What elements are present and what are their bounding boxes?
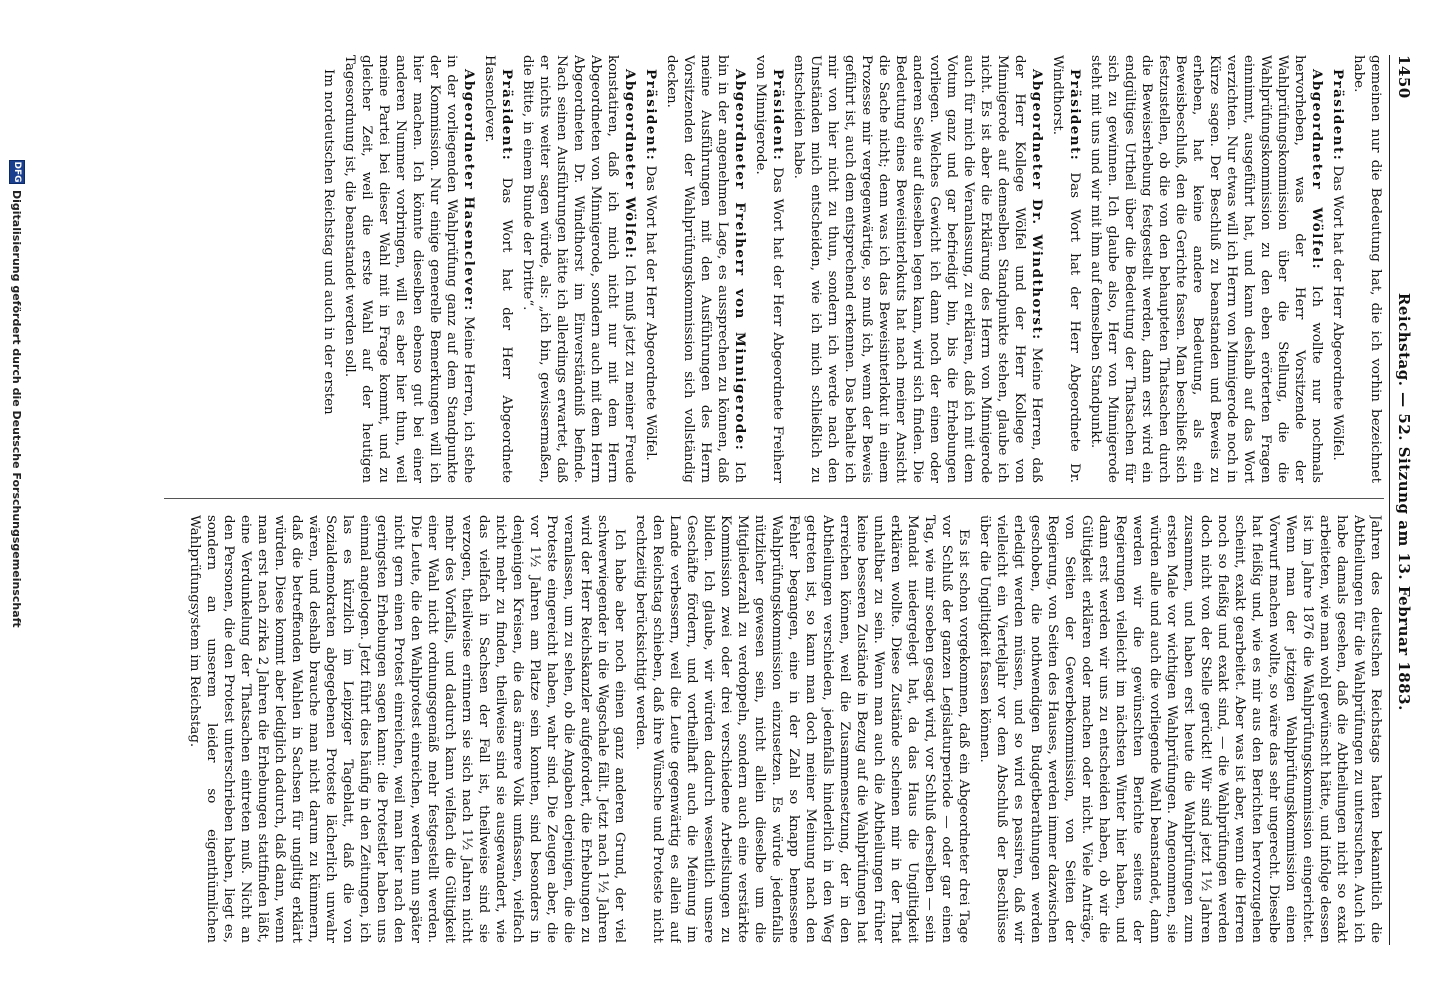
speaker-name: Abgeordneter Dr. Windthorst: — [1029, 69, 1045, 341]
left-column — [164, 55, 1384, 483]
speech-paragraph — [481, 55, 515, 483]
speaker-name: Präsident: — [770, 69, 786, 162]
speech-text: Das Wort hat der Herr Abgeordnete Wölfel. — [643, 161, 658, 461]
speech-text: Ich muß jetzt zu meiner Freude konstatiren, daß ich mich nicht nur mit dem Herrn Abgeordneten von Minnigerode, sondern auch mit dem Herrn Abgeordneten Dr. Windthorst im Einverständniß befinde. Nach seinen Ausführungen hätte ich allerdings erwartet, daß er nichts weiter sagen würde, als: „ich bin, gewissermaßen, die Bitte, in einem Bunde der Dritte“. — [520, 55, 637, 483]
speaker-name: Abgeordneter Freiherr von Minnigerode: — [732, 69, 748, 452]
speech-paragraph — [519, 55, 638, 483]
speech-paragraph — [752, 55, 786, 483]
body-paragraph: Im nordeutschen Reichstag und auch in der ersten — [321, 69, 336, 415]
header-rule — [1389, 55, 1390, 945]
speech-text: Das Wort hat der Herr Abgeordnete Freiherr von Minnigerode. — [753, 55, 785, 483]
speech-text: Das Wort hat der Herr Abgeordnete Hasenclever. — [482, 55, 514, 483]
speech-text: Ich wollte nur nochmals hervorheben, was der Herr Vorsitzende der Wahlprüfungskommission über die Stellung, die die Wahlprüfungskommission zu den eben erörterten Fragen einnimmt, ausgeführt hat, und kann deshalb auf das Wort verzichten. Nur etwas will ich Herrn von Minnigerode noch in Kürze sagen. Der Beschluß zu beanstanden und Beweis zu erheben, hat keine andere Bedeutung, als ein Beweisbeschluß, den die Gerichte fassen. Man beschließt sich festzustellen, ob die von den behaupteten Thatsachen durch die Beweiserhebung festgestellt werden, dann erst wird ein endgültiges Urtheil über die Bedeutung der Thatsachen für sich zu gewinnen. Ich glaube also, Herr von Minnigerode steht mit uns und wir mit ihm auf demselben Standpunkt. — [1088, 55, 1324, 483]
body-paragraph: Es ist schon vorgekommen, daß ein Abgeordneter drei Tage vor Schluß der ganzen Legislaturperiode — oder gar einen Tag, wie mir soeben gesagt wird, vor Schluß derselben — sein Mandat niedergelegt hat, da das Haus die Ungiltigkeit erklären wollte. Diese Zustände scheinen mir in der That unhaltbar zu sein. Wenn man auch die Abtheilungen früher keine besseren Zustände in Bezug auf die Wahlprüfungen hat erreichen können, weil die Zusammensetzung, der in den Abtheilungen verschieden, jedenfalls hinderlich in den Weg getreten ist, so kann man doch meiner Meinung nach den Fehler begangen, eine in der Zahl so knapp bemessene Wahlprüfungskommission einzusetzen. Es würde jedenfalls nützlicher gewesen sein, nicht allein dieselbe um die Mitgliederzahl zu verdoppeln, sondern auch eine verstärkte Kommission zwei oder drei verschiedene Arbeitslungen zu bilden. Ich glaube, wir würden dadurch wesentlich unsere Geschäfte fördern, und vortheilhaft auch die Meinung im Lande verbessern, weil die Leute gegenwärtig es allein auf den Reichstag schieben, daß ihre Wünsche und Proteste nicht rechtzeitig berücksichtigt werden. — [633, 515, 971, 943]
body-paragraph: Ich habe aber noch einen ganz anderen Grund, der viel schwerwiegender in die Wagschale fällt. Jetzt nach 1½ Jahren wird der Herr Reichskanzler aufgefordert, die Erhebungen zu veranlassen, um zu sehen, ob die Angaben derjenigen, die die Proteste eingereicht haben, wahr sind. Die Zeugen aber, die vor 1½ Jahren am Platze sein konnten, sind besonders in denjenigen Kreisen, die das ärmere Volk umfassen, vielfach nicht mehr zu finden, theilweise sind sie ausgewandert, wie das vielfach in Sachsen der Fall ist, theilweise sind sie verzogen, theilweise erinnern sie sich nach 1½ Jahren nicht mehr des Vorfalls, und dadurch kann vielfach die Gültigkeit einer Wahl nicht ordnungsgemäß mehr festgestellt werden. Die Leute, die den Wahlprotest einreichen, werden nun später nicht gern einen Protest einreichen, weil man hier nach den geringsten Erhebungen sagen kann: die Protestler haben uns einmal angelogen. Jetzt führt dies häufig in den Zeitungen, ich las es kürzlich im Leipziger Tageblatt, daß die von Sozialdemokraten abgegebenen Proteste lächerlich unwahr wären, und deshalb brauche man nicht darum zu kümmern, daß die betreffenden Wahlen in Sachsen für ungiltig erklärt würden. Diese kommt aber lediglich dadurch, daß dann, wenn man erst nach zirka 2 Jahren die Erhebungen stattfinden läßt, eine Verdunkelung der Thatsachen eintreten muß. Nicht an den Personen, die den Protest unterschrieben haben, liegt es, sondern an unserem leider so eigenthümlichen Wahlprüfungsystem im Reichstag. — [187, 515, 627, 943]
page-number: 1450 — [1395, 55, 1413, 99]
body-paragraph: gemeinen nur die Bedeutung hat, die ich vorhin bezeichnet habe. — [1351, 55, 1383, 483]
speaker-name: Präsident: — [643, 69, 659, 162]
page-header — [1392, 55, 1416, 945]
speaker-name: Präsident: — [1067, 69, 1083, 162]
page-running-title: Reichstag. — 52. Sitzung am 13. Februar 1883. — [1395, 292, 1413, 711]
speaker-name: Präsident: — [1330, 69, 1346, 162]
speaker-name: Präsident: — [499, 69, 515, 162]
speaker-name: Abgeordneter Wölfel: — [1309, 69, 1325, 271]
speech-text: Ich bin in der angenehmen Lage, es aussprechen zu können, daß meine Ausführungen mit den Ausführungen des Herrn Vorsitzenden der Wahlprüfungskommission sich vollständig decken. — [664, 55, 747, 483]
speech-text: Das Wort hat der Herr Abgeordnete Dr. Windthorst. — [1050, 55, 1082, 483]
speech-text: Das Wort hat der Herr Abgeordnete Wölfel. — [1330, 161, 1345, 461]
speech-text: Meine Herren, ich stehe in der vorliegenden Wahlprüfung ganz auf dem Standpunkte der Kommission. Nur einige generelle Bemerkungen will ich hier machen. Ich könnte dieselben ebenso gut bei einer anderen Nummer vorbringen, will es aber hier thun, weil meine Partei bei dieser Wahl mit in Frage kommt, und zu gleicher Zeit, weil die erste Wahl auf der heutigen Tagesordnung ist, die beanstandet werden soll. — [342, 55, 476, 483]
speech-paragraph — [790, 55, 1045, 483]
column-divider — [164, 498, 1384, 499]
speech-paragraph — [1087, 55, 1325, 483]
dfg-logo-icon: DFG — [9, 160, 25, 184]
body-paragraph: Jahren des deutschen Reichstags hatten bekanntlich die Abtheilungen für die Wahlprüfungen zu untersuchen. Auch ich habe damals gesehen, daß die Abtheilungen nicht so exakt arbeiteten, wie man wohl gewünscht hätte, und infolge dessen ist im Jahre 1876 die Wahlprüfungskommission eingerichtet. Wenn man der jetzigen Wahlprüfungskommission einen Vorwurf machen wollte, so wäre das sehr ungerecht. Dieselbe hat fleißig und, wie es mir aus den Berichten hervorzugehen scheint, exakt gearbeitet. Aber was ist aber, wenn die Herren noch so fleißig und exakt sind, — die Wahlprüfungen werden doch nicht von der Stelle gerückt! Wir sind jetzt 1½ Jahren zusammen, und haben erst heute die Wahlprüfungen zum ersten Male vor wichtigen Wahlprüfungen. Angenommen, sie würden alle und auch die vorliegende Wahl beanstandet, dann werden wir die gewünschten Berichte seitens der Regierungen vielleicht im nächsten Winter hier haben, und dann erst werden wir uns zu entscheiden haben, ob wir die Gültigkeit erklären oder machen oder nicht. Viele Anträge, von Seiten der Gewerbekommission, von Seiten der Regierung, von Seiten des Hauses, werden immer dazwischen geschoben, die nothwendigen Budgetberathungen werden erledigt werden müssen, und so wird es passiren, daß wir vielleicht ein Vierteljahr vor dem Abschluß der Beschlüsse über die Ungiltigkeit fassen können. — [977, 515, 1383, 943]
speech-paragraph — [1049, 55, 1083, 483]
right-column — [164, 515, 1384, 943]
speech-paragraph — [663, 55, 748, 483]
speech-text: Meine Herren, daß der Herr Kollege Wölfel und der Herr Kollege von Minnigerode auf demselben Standpunkte stehen, glaube ich nicht. Es ist aber die Erklärung des Herrn von Minnigerode auch für mich die Veranlassung, zu erklären, daß ich mit dem Votum ganz und gar befriedigt bin, bis die Erhebungen vorliegen. Welches Gewicht ich dann noch der einen oder anderen Seite auf dieselben legen kann, wird sich finden. Die Bedeutung eines Beweisinterlokuts hat nach meiner Ansicht die Sache nicht; denn was ich das Beweisinterlokut in einem Prozesse mir vergegenwärtige, so muß ich, wenn der Beweis geführt ist, auch dem entsprechend erkennen. Das behalte ich mir von hier nicht zu thun, sondern ich werde nach den Umständen mich entscheiden, wie ich mich schließlich zu entscheiden habe. — [791, 55, 1044, 483]
speaker-name: Abgeordneter Hasenclever: — [461, 69, 477, 312]
speech-paragraph — [642, 55, 659, 483]
digitization-credit: Digitalisierung gefördert durch die Deutsche Forschungsgemeinschaft — [10, 190, 23, 628]
speaker-name: Abgeordneter Wölfel: — [622, 69, 638, 260]
speech-paragraph — [1329, 55, 1346, 483]
speech-paragraph — [341, 55, 477, 483]
